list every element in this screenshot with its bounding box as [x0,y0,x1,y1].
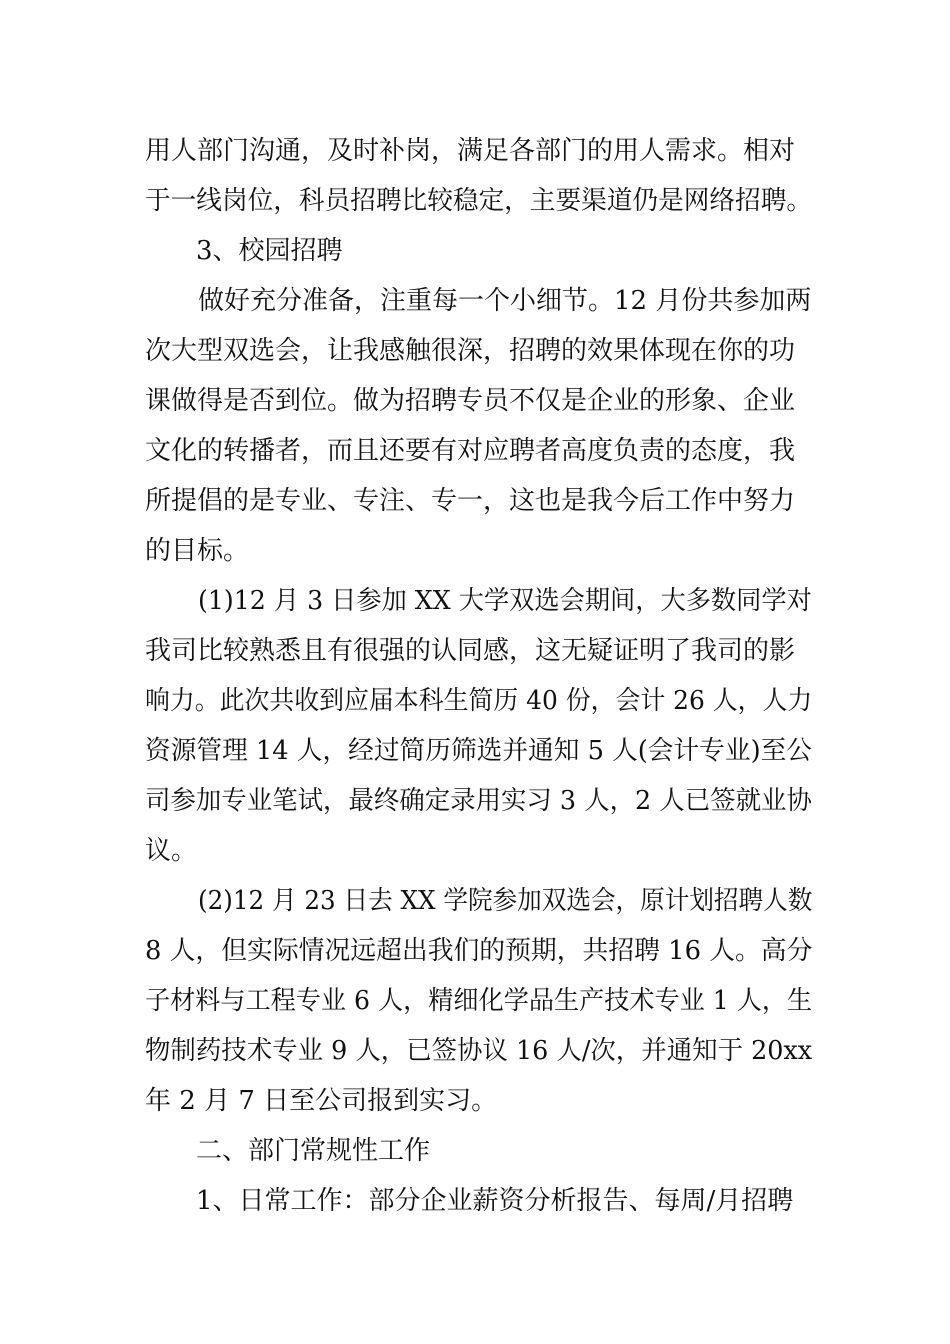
line-text: 3、校园招聘 [196,236,343,266]
line-text: 次大型双选会，让我感触很深，招聘的效果体现在你的功 [145,336,796,366]
text-line [0,326,950,376]
text-line [0,576,950,626]
line-text: 响力。此次共收到应届本科生简历 40 份，会计 26 人，人力 [145,686,813,716]
text-line [0,976,950,1026]
line-text: 1、日常工作：部分企业薪资分析报告、每周/月招聘 [196,1186,794,1216]
line-text: 所提倡的是专业、专注、专一，这也是我今后工作中努力 [145,486,796,516]
section-heading [0,226,950,276]
line-text: 二、部门常规性工作 [196,1136,431,1166]
text-line [0,426,950,476]
line-text: 的目标。 [145,536,250,566]
line-text: (1)12 月 3 日参加 XX 大学双选会期间，大多数同学对 [198,586,812,616]
line-text: 我司比较熟悉且有很强的认同感，这无疑证明了我司的影 [145,636,796,666]
text-line [0,1076,950,1126]
text-line [0,926,950,976]
text-line [0,176,950,226]
line-text: 文化的转播者，而且还要有对应聘者高度负责的态度，我 [145,436,796,466]
text-line [0,626,950,676]
line-text: 8 人，但实际情况远超出我们的预期，共招聘 16 人。高分 [145,936,813,966]
line-text: 司参加专业笔试，最终确定录用实习 3 人，2 人已签就业协 [145,786,812,816]
section-heading [0,1126,950,1176]
text-line [0,276,950,326]
line-text: 课做得是否到位。做为招聘专员不仅是企业的形象、企业 [145,386,796,416]
line-text: 子材料与工程专业 6 人，精细化学品生产技术专业 1 人，生 [145,986,813,1016]
text-line [0,476,950,526]
text-line [0,1026,950,1076]
line-text: 做好充分准备，注重每一个小细节。12 月份共参加两 [198,286,812,316]
text-line [0,676,950,726]
text-line [0,526,950,576]
text-line [0,126,950,176]
text-line [0,876,950,926]
text-line [0,376,950,426]
line-text: 资源管理 14 人，经过简历筛选并通知 5 人(会计专业)至公 [145,736,812,766]
text-line [0,776,950,826]
line-text: 于一线岗位，科员招聘比较稳定，主要渠道仍是网络招聘。 [145,186,813,216]
text-line [0,826,950,876]
line-text: 用人部门沟通，及时补岗，满足各部门的用人需求。相对 [145,136,796,166]
line-text: 物制药技术专业 9 人，已签协议 16 人/次，并通知于 20xx [145,1036,813,1066]
text-line [0,726,950,776]
text-line [0,1176,950,1226]
line-text: 议。 [145,836,198,866]
line-text: (2)12 月 23 日去 XX 学院参加双选会，原计划招聘人数 [198,886,813,916]
line-text: 年 2 月 7 日至公司报到实习。 [145,1086,498,1116]
